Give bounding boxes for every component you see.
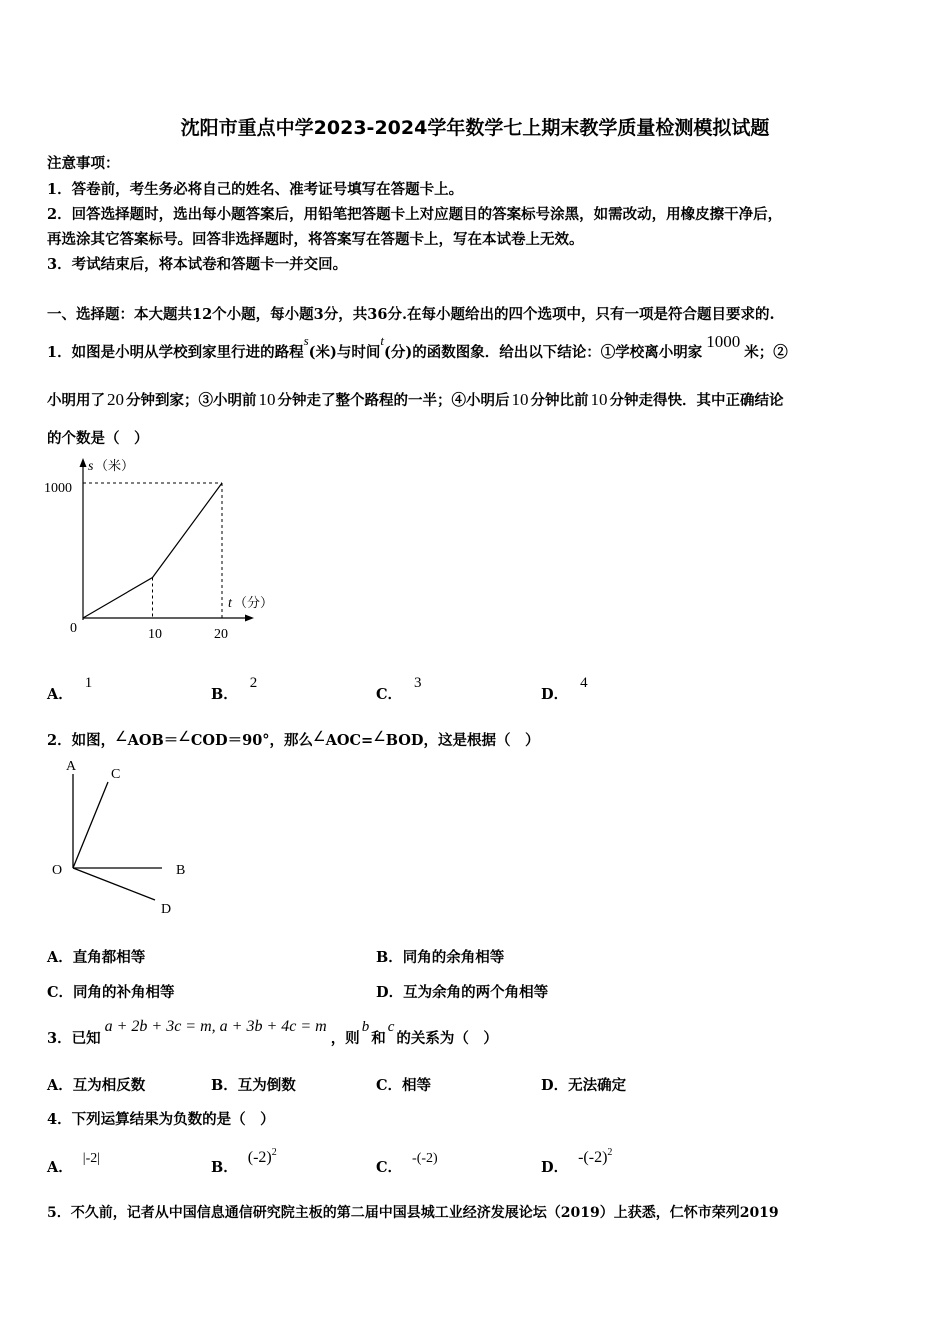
option-text: 互为倒数 — [237, 1077, 296, 1094]
angle-icon: ∠ — [178, 730, 191, 745]
q4-option-d[interactable] — [541, 1147, 613, 1177]
q5-stem: 5．不久前，记者从中国信息通信研究院主板的第二届中国县城工业经济发展论坛（2019）上获悉，仁怀市荣列2019 — [47, 1205, 779, 1221]
q2-option-a[interactable] — [47, 946, 145, 967]
option-label: D． — [541, 686, 569, 703]
option-expr: (-2) — [247, 1149, 272, 1166]
q3-stem — [47, 1018, 498, 1048]
q3-option-c[interactable] — [376, 1074, 431, 1095]
option-label: C． — [376, 686, 403, 703]
point-label-b: B — [176, 863, 186, 878]
option-text: 直角都相等 — [72, 949, 146, 966]
q3-option-a[interactable] — [47, 1074, 145, 1095]
option-text: 同角的补角相等 — [73, 984, 175, 1001]
angle-icon: ∠ — [373, 730, 386, 745]
page-title: 沈阳市重点中学2023-2024学年数学七上期末教学质量检测模拟试题 — [180, 117, 770, 139]
notice-item: 1．答卷前，考生务必将自己的姓名、准考证号填写在答题卡上。 — [47, 181, 464, 198]
q3-var-c: c — [387, 1019, 395, 1035]
option-label: D． — [376, 984, 404, 1001]
q1-text: 分钟到家；③小明前 — [126, 392, 257, 409]
x-axis-arrow-icon — [245, 615, 254, 622]
q4-option-a[interactable] — [47, 1151, 101, 1177]
origin-label: 0 — [70, 621, 77, 636]
q2-option-d[interactable] — [376, 981, 548, 1002]
option-label: A． — [47, 1077, 73, 1094]
option-label: D． — [541, 1077, 569, 1094]
q1-value-10: 10 — [511, 390, 529, 409]
option-label: B． — [211, 1159, 238, 1176]
option-label: B． — [376, 949, 403, 966]
notice-heading: 注意事项： — [47, 155, 120, 172]
q1-text: 分钟走了整个路程的一半；④小明后 — [277, 392, 510, 409]
angle-icon: ∠ — [313, 730, 326, 745]
angle-figure — [40, 752, 210, 922]
option-exponent: 2 — [607, 1147, 613, 1158]
option-label: A． — [47, 1159, 73, 1176]
option-expr: -(-2) — [412, 1151, 438, 1166]
option-label: A． — [47, 686, 73, 703]
y-label-var: s — [88, 459, 94, 474]
option-text: 同角的余角相等 — [402, 949, 505, 966]
point-label-d: D — [161, 902, 172, 917]
q2-text: COD＝90°，那么 — [190, 732, 314, 749]
distance-time-graph — [30, 450, 290, 650]
option-label: A． — [47, 949, 73, 966]
q3-option-b[interactable] — [211, 1074, 296, 1095]
q2-option-c[interactable] — [47, 981, 175, 1002]
q3-var-b: b — [361, 1019, 370, 1035]
x-label-unit: （分） — [234, 595, 274, 610]
option-expr: |-2| — [82, 1151, 101, 1166]
q2-text: AOC= — [325, 732, 374, 749]
q1-var-t: t — [380, 333, 385, 348]
point-label-a: A — [66, 759, 77, 774]
option-value: 2 — [249, 675, 258, 691]
q1-line1 — [47, 332, 788, 362]
q1-text: 分钟走得快．其中正确结论 — [609, 392, 784, 409]
q1-text: 分钟比前 — [530, 392, 589, 409]
q1-option-b[interactable] — [211, 675, 258, 704]
x-tick-label: 10 — [148, 627, 162, 642]
section-heading: 一、选择题：本大题共12个小题，每小题3分，共36分.在每小题给出的四个选项中，只有一项是符合题目要求的. — [47, 306, 775, 323]
option-label: C． — [376, 1159, 403, 1176]
q1-line2 — [47, 389, 784, 410]
q1-text: (分)的函数图象．给出以下结论：①学校离小明家 — [384, 344, 703, 361]
q1-option-c[interactable] — [376, 675, 422, 704]
option-label: B． — [211, 686, 238, 703]
option-value: 4 — [580, 675, 588, 691]
q1-text: (米)与时间 — [308, 344, 381, 361]
q3-formula: a + 2b + 3c = m, a + 3b + 4c = m — [104, 1018, 327, 1035]
q1-value-10: 10 — [590, 390, 608, 409]
q1-value-20: 20 — [107, 390, 124, 409]
option-expr: -(-2) — [578, 1149, 608, 1166]
option-label: D． — [541, 1159, 569, 1176]
q4-option-c[interactable] — [376, 1151, 438, 1177]
point-label-c: C — [111, 767, 121, 782]
q1-option-a[interactable] — [47, 675, 93, 704]
notice-item: 2．回答选择题时，选出每小题答案后，用铅笔把答题卡上对应题目的答案标号涂黑，如需改动，用橡皮擦干净后， — [47, 206, 783, 223]
q2-text: AOB＝ — [127, 732, 179, 749]
q1-text: 1．如图是小明从学校到家里行进的路程 — [47, 344, 304, 361]
q1-option-d[interactable] — [541, 675, 588, 704]
y-tick-label: 1000 — [44, 481, 72, 496]
q3-text: 和 — [371, 1030, 386, 1047]
notice-item: 再选涂其它答案标号。回答非选择题时，将答案写在答题卡上，写在本试卷上无效。 — [47, 231, 584, 248]
option-label: C． — [47, 984, 74, 1001]
q3-text: 3．已知 — [47, 1030, 101, 1047]
q4-option-b[interactable] — [211, 1147, 277, 1177]
x-label-var: t — [228, 596, 232, 611]
option-text: 互为余角的两个角相等 — [403, 984, 549, 1001]
q3-option-d[interactable] — [541, 1074, 626, 1095]
q2-stem — [47, 729, 539, 750]
angle-icon: ∠ — [115, 730, 128, 745]
q2-option-b[interactable] — [376, 946, 504, 967]
option-text: 相等 — [402, 1077, 432, 1094]
q1-text: 小明用了 — [47, 392, 105, 409]
q3-text: ，则 — [330, 1030, 360, 1047]
ray-od — [73, 868, 155, 900]
q1-line3: 的个数是（ ） — [47, 430, 149, 447]
q1-value-10: 10 — [258, 390, 276, 409]
option-label: C． — [376, 1077, 403, 1094]
option-label: B． — [211, 1077, 238, 1094]
q1-text: 米；② — [744, 344, 788, 361]
ray-oc — [73, 782, 108, 868]
option-value: 3 — [414, 675, 422, 691]
y-label-unit: （米） — [95, 458, 135, 473]
q2-text: 2．如图， — [47, 732, 116, 749]
q1-value-1000: 1000 — [706, 332, 741, 351]
option-text: 无法确定 — [568, 1077, 627, 1094]
option-value: 1 — [84, 675, 93, 691]
q3-text: 的关系为（ ） — [396, 1030, 498, 1047]
option-text: 互为相反数 — [72, 1077, 146, 1094]
point-label-o: O — [52, 863, 63, 878]
y-axis-arrow-icon — [80, 458, 87, 467]
q4-stem: 4．下列运算结果为负数的是（ ） — [47, 1111, 275, 1128]
notice-item: 3．考试结束后，将本试卷和答题卡一并交回。 — [47, 256, 348, 273]
q2-text: BOD，这是根据（ ） — [385, 732, 540, 749]
q1-var-s: s — [303, 333, 309, 348]
option-exponent: 2 — [271, 1147, 277, 1158]
x-tick-label: 20 — [214, 627, 228, 642]
